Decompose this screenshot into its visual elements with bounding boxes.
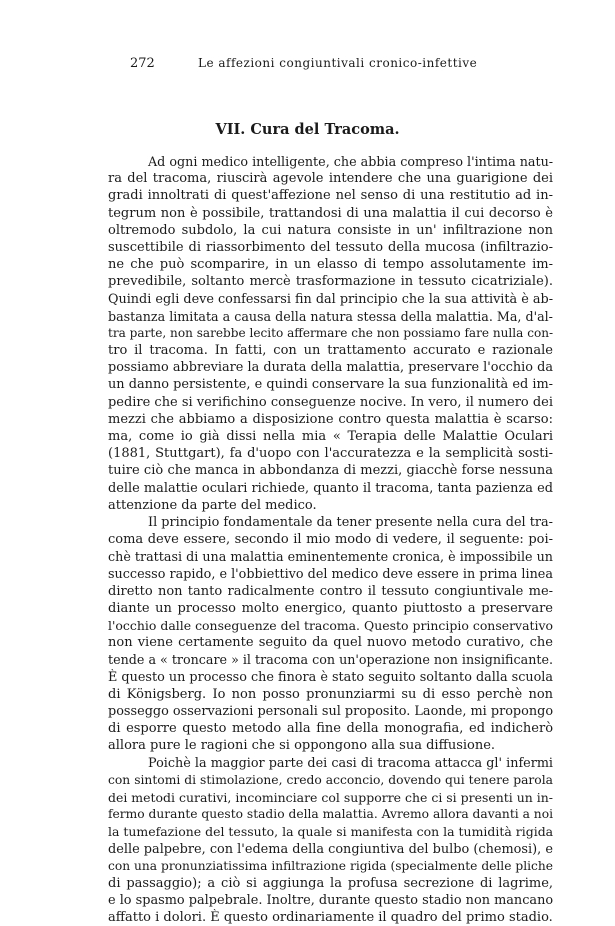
text-line: di esporre questo metodo alla fine della monografia, ed indicherò bbox=[108, 721, 553, 737]
body-text bbox=[108, 153, 553, 926]
text-line: Ad ogni medico intelligente, che abbia compreso l'intima natu- bbox=[148, 154, 553, 169]
running-title: Le affezioni congiuntivali cronico-infettive bbox=[198, 56, 478, 70]
text-line: diante un processo molto energico, quanto piuttosto a preservare bbox=[108, 600, 553, 616]
text-line: l'occhio dalle conseguenze del tracoma. Questo principio conservativo bbox=[108, 618, 553, 634]
text-line: di Königsberg. Io non posso pronunziarmi su di esso perchè non bbox=[108, 686, 553, 702]
text-line: Quindi egli deve confessarsi fin dal principio che la sua attività è ab- bbox=[108, 291, 553, 307]
text-line: allora pure le ragioni che si oppongono alla sua diffusione. bbox=[108, 738, 496, 754]
text-line: con sintomi di stimolazione, credo acconcio, dovendo qui tenere parola bbox=[108, 772, 553, 787]
text-line: mezzi che abbiamo a disposizione contro questa malattia è scarso: bbox=[108, 411, 553, 427]
text-line: attenzione da parte del medico. bbox=[108, 497, 317, 513]
text-line: chè trattasi di una malattia eminentemente cronica, è impossibile un bbox=[108, 549, 553, 565]
text-line: Poichè la maggior parte dei casi di tracoma attacca gl' infermi bbox=[148, 755, 553, 771]
chapter-title: VII. Cura del Tracoma. bbox=[215, 121, 400, 138]
text-line: tro il tracoma. In fatti, con un trattamento accurato e razionale bbox=[108, 343, 553, 359]
text-line: con una pronunziatissima infiltrazione rigida (specialmente delle pliche bbox=[108, 858, 553, 873]
text-line: tende a « troncare » il tracoma con un'operazione non insignificante. bbox=[108, 652, 553, 668]
text-line: gradi innoltrati di quest'affezione nel senso di una restitutio ad in- bbox=[108, 188, 553, 204]
text-line: posseggo osservazioni personali sul proposito. Laonde, mi propongo bbox=[108, 704, 553, 719]
text-line: possiamo abbreviare la durata della malattia, preservare l'occhio da bbox=[108, 360, 553, 376]
text-line: tegrum non è possibile, trattandosi di una malattia il cui decorso è bbox=[108, 205, 553, 221]
text-line: pedire che si verifichino conseguenze nocive. In vero, il numero dei bbox=[108, 394, 553, 410]
text-line: diretto non tanto radicalmente contro il tessuto congiuntivale me- bbox=[108, 583, 553, 599]
text-line: coma deve essere, secondo il mio modo di vedere, il seguente: poi- bbox=[108, 532, 553, 548]
text-line: tra parte, non sarebbe lecito affermare che non possiamo fare nulla con- bbox=[108, 325, 553, 340]
text-line: la tumefazione del tessuto, la quale si manifesta con la tumidità rigida bbox=[108, 824, 553, 840]
text-line: delle palpebre, con l'edema della congiuntiva del bulbo (chemosi), e bbox=[108, 841, 553, 857]
text-line: successo rapido, e l'obbiettivo del medico deve essere in prima linea bbox=[108, 566, 553, 582]
text-line: prevedibile, soltanto mercè trasformazione in tessuto cicatriziale). bbox=[108, 274, 553, 290]
text-line: bastanza limitata a causa della natura stessa della malattia. Ma, d'al- bbox=[108, 308, 553, 324]
text-line: tuire ciò che manca in abbondanza di mezzi, giacchè forse nessuna bbox=[108, 463, 553, 479]
text-line: È questo un processo che finora è stato seguito soltanto dalla scuola bbox=[108, 669, 553, 685]
text-line: Il principio fondamentale da tener presente nella cura del tra- bbox=[148, 514, 553, 530]
text-line: non viene certamente seguito da quel nuovo metodo curativo, che bbox=[108, 635, 553, 651]
text-line: oltremodo subdolo, la cui natura consiste in un' infiltrazione non bbox=[108, 222, 553, 238]
text-line: delle malattie oculari richiede, quanto il tracoma, tanta pazienza ed bbox=[108, 480, 553, 496]
text-line: (1881, Stuttgart), fa d'uopo con l'accuratezza e la semplicità sosti- bbox=[108, 446, 553, 462]
text-line: dei metodi curativi, incominciare col supporre che ci si presenti un in- bbox=[108, 789, 553, 805]
page-number: 272 bbox=[130, 56, 155, 71]
text-line: ma, come io già dissi nella mia « Terapia delle Malattie Oculari bbox=[108, 429, 553, 444]
text-line: suscettibile di riassorbimento del tessuto della mucosa (infiltrazio- bbox=[108, 239, 553, 255]
text-line: affatto i dolori. È questo ordinariamente il quadro del primo stadio. bbox=[108, 910, 553, 926]
text-line: di passaggio); a ciò si aggiunga la profusa secrezione di lagrime, bbox=[108, 875, 553, 891]
text-line: ra del tracoma, riuscirà agevole intendere che una guarigione dei bbox=[108, 171, 553, 187]
text-line: e lo spasmo palpebrale. Inoltre, durante questo stadio non mancano bbox=[108, 893, 553, 909]
text-line: ne che può scomparire, in un elasso di tempo assolutamente im- bbox=[108, 257, 553, 273]
text-line: fermo durante questo stadio della malattia. Avremo allora davanti a noi bbox=[108, 807, 553, 822]
text-line: un danno persistente, e quindi conservare la sua funzionalità ed im- bbox=[108, 377, 553, 393]
